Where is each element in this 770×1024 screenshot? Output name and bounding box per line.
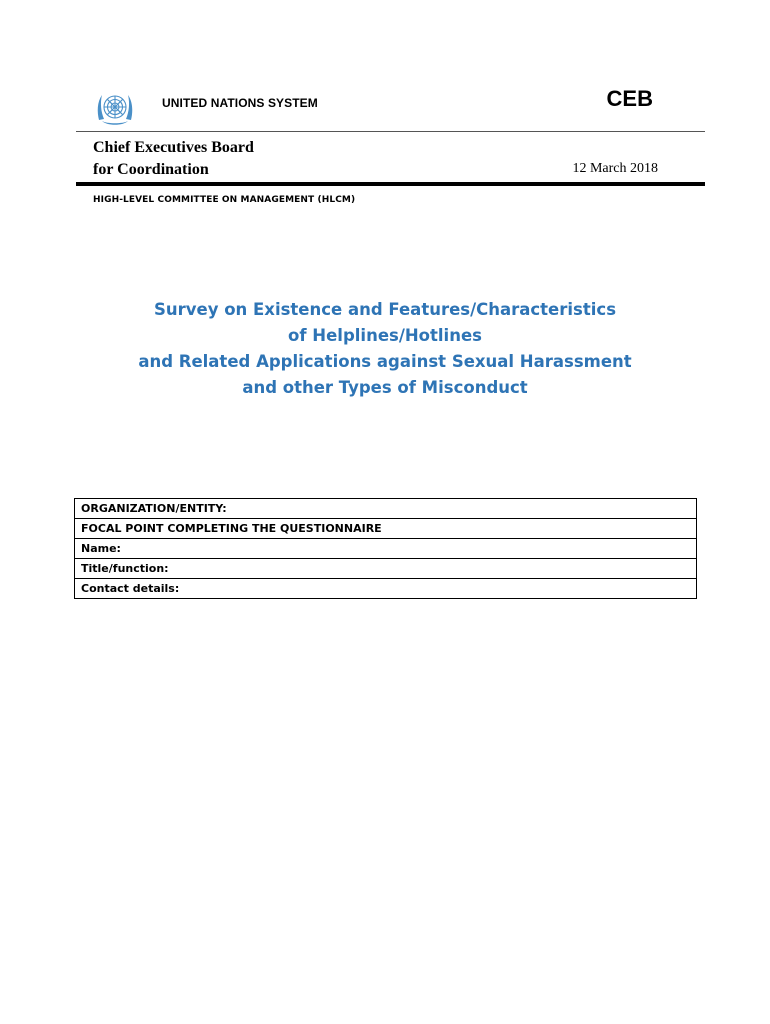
table-row: [75, 499, 697, 519]
un-emblem-icon: [93, 90, 137, 128]
table-row: [75, 579, 697, 599]
organization-entity-field[interactable]: ORGANIZATION/ENTITY:: [75, 499, 697, 519]
survey-title-line3: and Related Applications against Sexual Harassment: [138, 352, 632, 371]
ceb-abbreviation: CEB: [606, 86, 653, 111]
focal-point-heading: FOCAL POINT COMPLETING THE QUESTIONNAIRE: [75, 519, 697, 539]
board-name: [93, 137, 254, 181]
contact-details-field[interactable]: Contact details:: [75, 579, 697, 599]
table-row: [75, 559, 697, 579]
table-row: [75, 519, 697, 539]
name-field[interactable]: Name:: [75, 539, 697, 559]
header-divider-thin: [76, 131, 705, 132]
un-emblem-graphic: [93, 90, 137, 128]
board-name-line2: for Coordination: [93, 161, 209, 178]
title-function-field[interactable]: Title/function:: [75, 559, 697, 579]
survey-title-line4: and other Types of Misconduct: [242, 378, 528, 397]
survey-title: [0, 297, 770, 401]
survey-title-line2: of Helplines/Hotlines: [288, 326, 482, 345]
header-divider-thick: [76, 182, 705, 186]
table-row: [75, 539, 697, 559]
survey-title-line1: Survey on Existence and Features/Characteristics: [153, 300, 617, 319]
organization-name: UNITED NATIONS SYSTEM: [162, 96, 318, 110]
document-date: 12 March 2018: [572, 161, 658, 176]
board-name-line1: Chief Executives Board: [93, 139, 254, 156]
committee-name: HIGH-LEVEL COMMITTEE ON MANAGEMENT (HLCM): [93, 195, 356, 205]
respondent-info-table: [74, 498, 697, 599]
